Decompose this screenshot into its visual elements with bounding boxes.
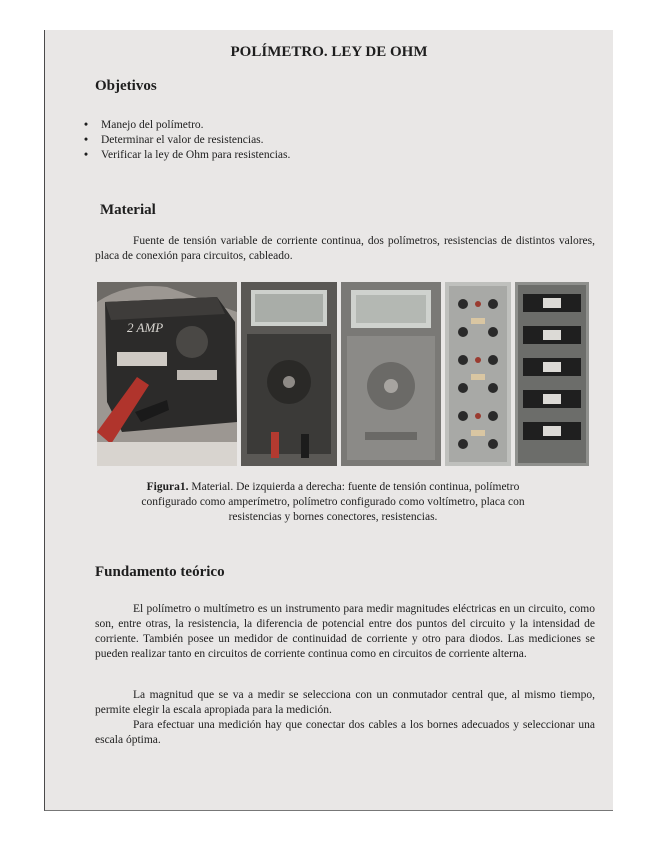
figure-caption — [123, 480, 543, 525]
page-title: POLÍMETRO. LEY DE OHM — [230, 44, 428, 60]
list-item: • Manejo del polímetro. — [101, 118, 290, 133]
resistors-photo — [515, 282, 589, 466]
fundamento-paragraph: La magnitud que se va a medir se selecciona con un conmutador central que, al mismo tiempo, permite elegir la escala apropiada para la medición. — [95, 689, 595, 716]
fundamento-paragraph: El polímetro o multímetro es un instrumento para medir magnitudes eléctricas en un circuito, como son, entre otras, la resistencia, la diferencia de potencial entre dos puntos del circuito y la intensidad de corriente. También posee un medidor de continuidad de corriente y otro para diodos. Las mediciones se pueden realizar tanto en circuitos de corriente continua como en circuitos de corriente alterna. — [95, 603, 595, 660]
figure-caption-label: Figura1. — [146, 481, 189, 493]
document-page — [44, 30, 613, 811]
power-supply-photo — [97, 282, 237, 466]
voltmeter-photo — [341, 282, 441, 466]
figure-photos — [97, 282, 615, 466]
list-item: • Verificar la ley de Ohm para resistencias. — [101, 148, 290, 163]
list-item: • Determinar el valor de resistencias. — [101, 133, 290, 148]
material-paragraph: Fuente de tensión variable de corriente continua, dos polímetros, resistencias de distintos valores, placa de conexión para circuitos, cableado. — [95, 235, 595, 262]
objectives-list — [101, 118, 290, 163]
device-label: 2 AMP — [127, 320, 164, 335]
section-heading-objetivos: Objetivos — [95, 78, 157, 94]
fundamento-paragraph: Para efectuar una medición hay que conectar dos cables a los bornes adecuados y seleccionar una escala óptima. — [95, 719, 595, 746]
figure-caption-text: Material. De izquierda a derecha: fuente de tensión continua, polímetro configurado como amperímetro, polímetro configurado como voltímetro, placa con resistencias y bornes conectores, resistencias. — [141, 481, 525, 523]
resistor-board-photo — [445, 282, 511, 466]
ammeter-photo — [241, 282, 337, 466]
section-heading-fundamento: Fundamento teórico — [95, 564, 225, 580]
section-heading-material: Material — [100, 202, 156, 218]
